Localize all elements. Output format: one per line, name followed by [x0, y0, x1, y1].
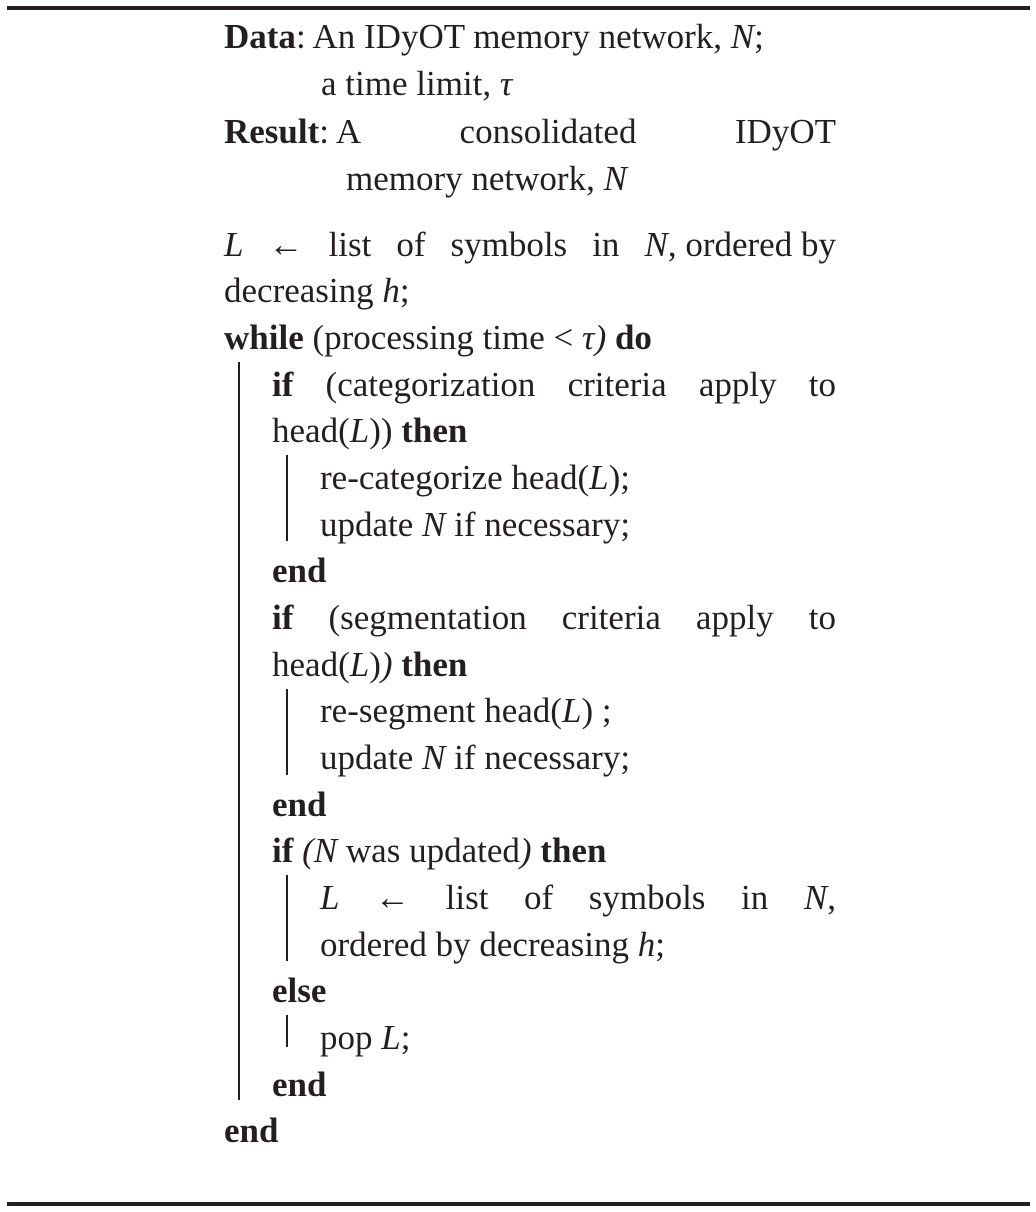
- result-label: Result: [224, 112, 320, 151]
- relist-line-2: ordered by decreasing h;: [320, 925, 666, 964]
- init-line: L ← list of symbols in N, ordered by: [224, 225, 836, 264]
- init-line-2: decreasing h;: [224, 271, 410, 310]
- else-bar: [286, 1015, 288, 1047]
- if-segmentation-bar: [286, 689, 288, 775]
- while-block-bar: [238, 362, 240, 1100]
- recategorize-line: re-categorize head(L);: [320, 458, 630, 497]
- if-segmentation-line: if (segmentation criteria apply to: [272, 598, 836, 637]
- result-line: Result: A consolidated IDyOT: [224, 112, 836, 151]
- else-line: else: [272, 971, 327, 1010]
- result-line-2: memory network, N: [346, 159, 627, 198]
- end-if-categorization: end: [272, 551, 327, 590]
- pop-line: pop L;: [320, 1018, 411, 1057]
- bottom-rule: [7, 1202, 1030, 1206]
- do-keyword: do: [614, 318, 652, 357]
- end-while: end: [224, 1111, 279, 1150]
- update-line-1: update N if necessary;: [320, 505, 631, 544]
- data-line: Data: An IDyOT memory network, N;: [224, 17, 764, 56]
- end-if-segmentation: end: [272, 785, 327, 824]
- relist-line: L ← list of symbols in N,: [320, 878, 836, 917]
- if-categorization-bar: [286, 455, 288, 541]
- data-label: Data: [224, 17, 296, 56]
- if-segmentation-line-2: head(L)) then: [272, 645, 468, 684]
- data-line-2: a time limit, τ: [321, 64, 513, 103]
- algorithm-block: [224, 0, 836, 1212]
- if-categorization-line-2: head(L)) then: [272, 411, 468, 450]
- if-updated-bar: [286, 875, 288, 961]
- if-updated-line: if (N was updated) then: [272, 831, 607, 870]
- end-if-updated: end: [272, 1065, 327, 1104]
- resegment-line: re-segment head(L) ;: [320, 691, 612, 730]
- while-line: while (processing time < τ) do: [224, 318, 652, 357]
- while-keyword: while: [224, 318, 304, 357]
- if-categorization-line: if (categorization criteria apply to: [272, 365, 836, 404]
- update-line-2: update N if necessary;: [320, 738, 631, 777]
